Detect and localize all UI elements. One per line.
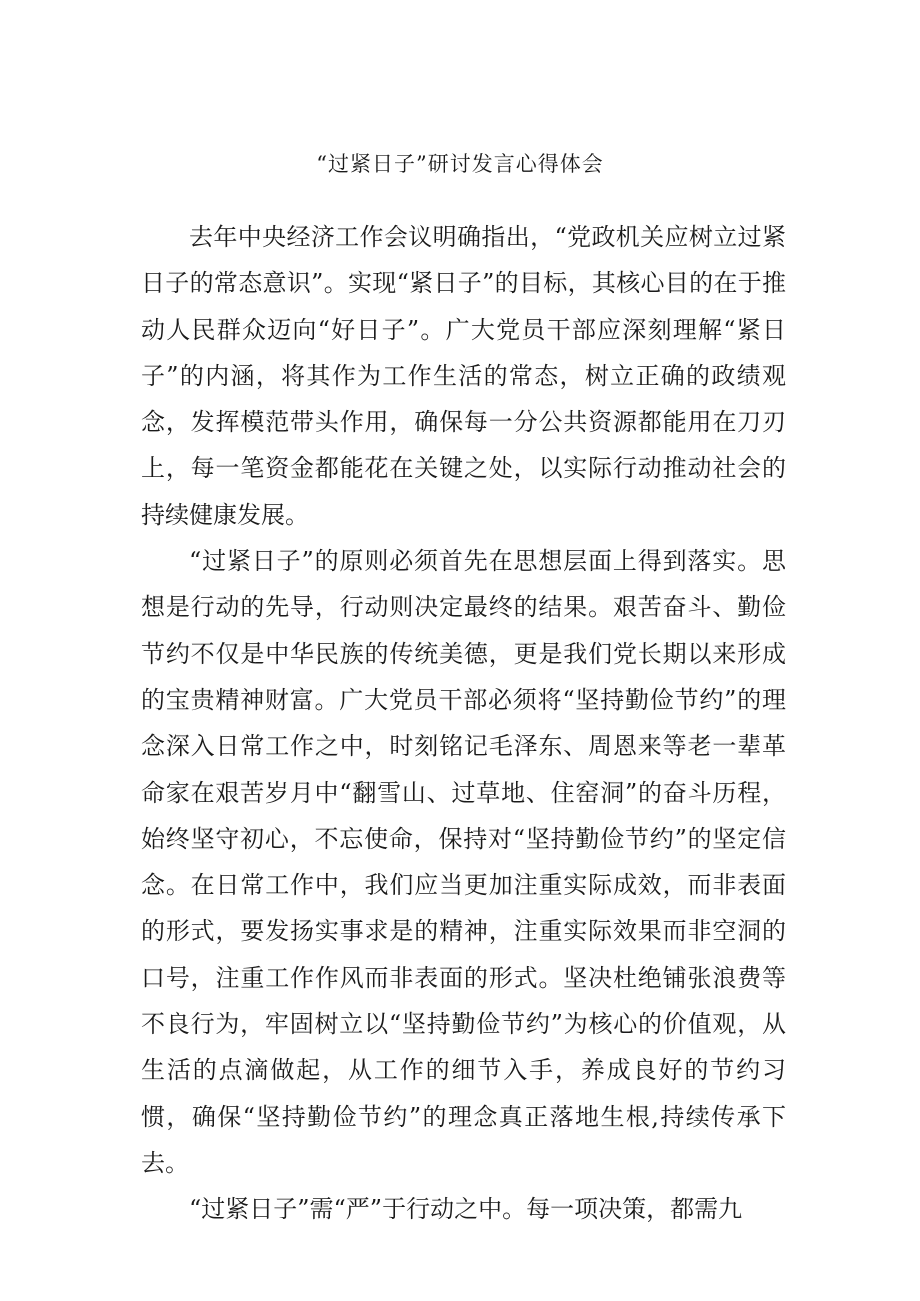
paragraph-1: 去年中央经济工作会议明确指出，“党政机关应树立过紧日子的常态意识”。实现“紧日子”的目标，其核心目的在于推动人民群众迈向“好日子”。广大党员干部应深刻理解“紧日子”的内涵，将其作为工作生活的常态，树立正确的政绩观念，发挥模范带头作用，确保每一分公共资源都能用在刀刃上，每一笔资金都能花在关键之处，以实际行动推动社会的持续健康发展。 [141, 223, 786, 529]
document-title: “过紧日子”研讨发言心得体会 [316, 152, 604, 176]
paragraph-3: “过紧日子”需“严”于行动之中。每一项决策，都需九 [189, 1195, 743, 1224]
paragraph-2: “过紧日子”的原则必须首先在思想层面上得到落实。思想是行动的先导，行动则决定最终的结果。艰苦奋斗、勤俭节约不仅是中华民族的传统美德，更是我们党长期以来形成的宝贵精神财富。广大党员干部必须将“坚持勤俭节约”的理念深入日常工作之中，时刻铭记毛泽东、周恩来等老一辈革命家在艰苦岁月中“翻雪山、过草地、住窑洞”的奋斗历程，始终坚守初心，不忘使命，保持对“坚持勤俭节约”的坚定信念。在日常工作中，我们应当更加注重实际成效，而非表面的形式，要发扬实事求是的精神，注重实际效果而非空洞的口号，注重工作作风而非表面的形式。坚决杜绝铺张浪费等不良行为，牢固树立以“坚持勤俭节约”为核心的价值观，从生活的点滴做起，从工作的细节入手，养成良好的节约习惯，确保“坚持勤俭节约”的理念真正落地生根,持续传承下去。 [141, 547, 786, 1177]
document-body [141, 214, 786, 1233]
